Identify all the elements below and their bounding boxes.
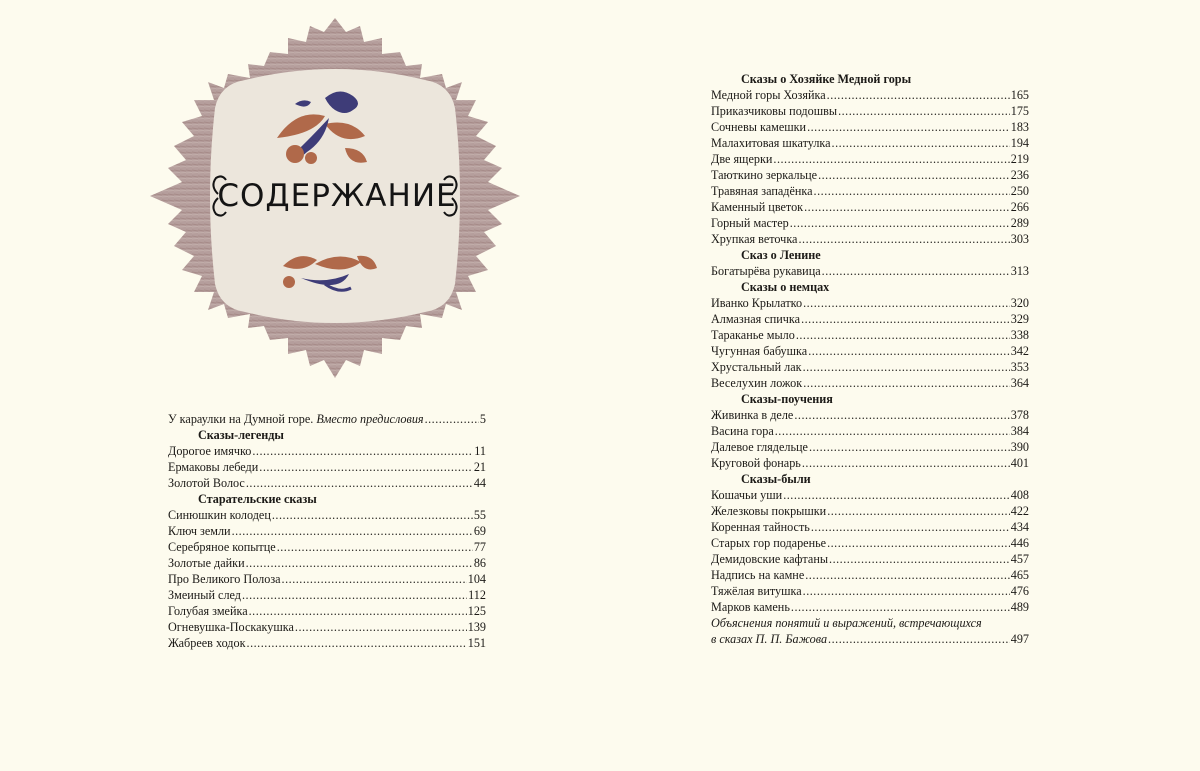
section-heading: Сказы-легенды <box>198 428 284 442</box>
dot-leader <box>801 311 1010 327</box>
entry-title: Синюшкин колодец <box>168 508 271 522</box>
entry-title: Травяная западёнка <box>711 184 813 198</box>
toc-entry[interactable] <box>168 587 486 603</box>
entry-title: Змеиный след <box>168 588 241 602</box>
entry-title: Демидовские кафтаны <box>711 552 829 566</box>
toc-entry[interactable] <box>711 359 1029 375</box>
page-title: СОДЕРЖАНИЕ <box>217 178 457 214</box>
entry-page: 364 <box>1010 376 1029 390</box>
section-heading: Сказы о немцах <box>741 280 830 294</box>
toc-entry[interactable] <box>711 375 1029 391</box>
toc-entry[interactable] <box>168 603 486 619</box>
entry-title: Хрустальный лак <box>711 360 802 374</box>
dot-leader <box>827 535 1010 551</box>
entry-page: 21 <box>473 460 486 474</box>
toc-entry[interactable] <box>711 231 1029 247</box>
dot-leader <box>803 359 1010 375</box>
dot-leader <box>838 103 1010 119</box>
toc-entry[interactable] <box>711 103 1029 119</box>
section-heading: Сказ о Ленине <box>741 248 821 262</box>
entry-page: 289 <box>1010 216 1029 230</box>
toc-entry[interactable] <box>711 199 1029 215</box>
dot-leader <box>804 199 1010 215</box>
dot-leader <box>232 523 473 539</box>
entry-title: в сказах П. П. Бажова <box>711 632 828 646</box>
glossary-entry-line1[interactable]: Объяснения понятий и выражений, встречающихся <box>711 616 982 630</box>
entry-page: 165 <box>1010 88 1029 102</box>
toc-entry[interactable] <box>711 439 1029 455</box>
dot-leader <box>798 231 1009 247</box>
toc-entry[interactable] <box>168 507 486 523</box>
entry-title: Серебряное копытце <box>168 540 276 554</box>
toc-entry[interactable] <box>168 635 486 651</box>
entry-page: 69 <box>473 524 486 538</box>
toc-entry[interactable] <box>711 503 1029 519</box>
entry-title: Коренная тайность <box>711 520 810 534</box>
dot-leader <box>252 443 473 459</box>
dot-leader <box>832 135 1010 151</box>
entry-title: Каменный цветок <box>711 200 804 214</box>
entry-page: 446 <box>1010 536 1029 550</box>
entry-page: 465 <box>1010 568 1029 582</box>
toc-entry[interactable] <box>711 119 1029 135</box>
toc-entry[interactable] <box>711 87 1029 103</box>
dot-leader <box>803 295 1010 311</box>
toc-entry[interactable] <box>711 455 1029 471</box>
dot-leader <box>282 571 467 587</box>
dot-leader <box>775 423 1010 439</box>
dot-leader <box>295 619 467 635</box>
entry-page: 86 <box>473 556 486 570</box>
entry-title: Ключ земли <box>168 524 231 538</box>
entry-page: 320 <box>1010 296 1029 310</box>
section-heading: Сказы-поучения <box>741 392 833 406</box>
section-heading: Сказы-были <box>741 472 811 486</box>
dot-leader <box>802 455 1010 471</box>
dot-leader <box>247 635 467 651</box>
entry-title: Медной горы Хозяйка <box>711 88 826 102</box>
toc-entry[interactable] <box>711 487 1029 503</box>
toc-entry[interactable] <box>711 583 1029 599</box>
entry-title: Ермаковы лебеди <box>168 460 259 474</box>
entry-page: 313 <box>1010 264 1029 278</box>
toc-entry[interactable] <box>711 551 1029 567</box>
toc-entry[interactable] <box>711 343 1029 359</box>
entry-title: Веселухин ложок <box>711 376 803 390</box>
entry-page: 353 <box>1010 360 1029 374</box>
dot-leader <box>818 167 1010 183</box>
toc-entry[interactable] <box>711 135 1029 151</box>
entry-title: Золотые дайки <box>168 556 245 570</box>
toc-entry[interactable] <box>711 519 1029 535</box>
toc-entry-intro[interactable] <box>168 411 486 427</box>
entry-title: Золотой Волос <box>168 476 245 490</box>
entry-page: 125 <box>467 604 486 618</box>
entry-title: Марков камень <box>711 600 790 614</box>
entry-page: 434 <box>1010 520 1029 534</box>
toc-entry[interactable] <box>168 459 486 475</box>
dot-leader <box>822 263 1010 279</box>
toc-entry[interactable] <box>711 215 1029 231</box>
entry-page: 266 <box>1010 200 1029 214</box>
entry-title: Малахитовая шкатулка <box>711 136 831 150</box>
entry-title: Горный мастер <box>711 216 789 230</box>
entry-title: Хрупкая веточка <box>711 232 798 246</box>
dot-leader <box>803 375 1010 391</box>
entry-title: Огневушка-Поскакушка <box>168 620 294 634</box>
entry-title: Голубая змейка <box>168 604 248 618</box>
dot-leader <box>242 587 467 603</box>
entry-page: 384 <box>1010 424 1029 438</box>
toc-entry[interactable] <box>711 599 1029 615</box>
entry-title: Две ящерки <box>711 152 773 166</box>
dot-leader <box>796 327 1010 343</box>
toc-entry[interactable] <box>711 183 1029 199</box>
entry-page: 303 <box>1010 232 1029 246</box>
entry-page: 55 <box>473 508 486 522</box>
entry-page: 11 <box>474 444 486 458</box>
entry-title: Васина гора <box>711 424 774 438</box>
dot-leader <box>790 215 1010 231</box>
entry-title: Старых гор подаренье <box>711 536 827 550</box>
entry-page: 250 <box>1010 184 1029 198</box>
dot-leader <box>794 407 1009 423</box>
toc-entry[interactable] <box>711 167 1029 183</box>
entry-page: 183 <box>1010 120 1029 134</box>
dot-leader <box>246 475 473 491</box>
toc-entry[interactable] <box>168 555 486 571</box>
entry-page: 422 <box>1010 504 1029 518</box>
entry-page: 329 <box>1010 312 1029 326</box>
section-heading: Сказы о Хозяйке Медной горы <box>741 72 912 86</box>
entry-title: Чугунная бабушка <box>711 344 808 358</box>
entry-page: 378 <box>1010 408 1029 422</box>
dot-leader <box>249 603 467 619</box>
entry-page: 476 <box>1010 584 1029 598</box>
dot-leader <box>827 87 1010 103</box>
entry-subtitle: Вместо предисловия <box>316 412 424 426</box>
toc-entry[interactable] <box>711 407 1029 423</box>
entry-title: Далевое глядельце <box>711 440 808 454</box>
dot-leader <box>791 599 1010 615</box>
toc-entry[interactable] <box>711 263 1029 279</box>
entry-page: 236 <box>1010 168 1029 182</box>
dot-leader <box>803 583 1010 599</box>
dot-leader <box>827 503 1010 519</box>
entry-page: 497 <box>1010 632 1029 646</box>
right-page <box>600 0 1200 771</box>
dot-leader <box>814 183 1010 199</box>
toc-entry[interactable] <box>711 295 1029 311</box>
entry-page: 151 <box>467 636 486 650</box>
entry-title: Железковы покрышки <box>711 504 827 518</box>
entry-title: Круговой фонарь <box>711 456 801 470</box>
dot-leader <box>808 343 1010 359</box>
entry-page: 5 <box>479 412 486 426</box>
entry-title: Жабреев ходок <box>168 636 246 650</box>
toc-right-column <box>711 71 1029 647</box>
entry-page: 77 <box>473 540 486 554</box>
section-heading: Старательские сказы <box>198 492 317 506</box>
dot-leader <box>828 631 1010 647</box>
entry-title: Таюткино зеркальце <box>711 168 818 182</box>
dot-leader <box>807 119 1010 135</box>
entry-page: 489 <box>1010 600 1029 614</box>
entry-title: Кошачьи уши <box>711 488 783 502</box>
entry-title: Богатырёва рукавица <box>711 264 821 278</box>
entry-title: У караулки на Думной горе. <box>168 412 314 426</box>
entry-page: 194 <box>1010 136 1029 150</box>
toc-entry[interactable] <box>168 619 486 635</box>
dot-leader <box>805 567 1009 583</box>
entry-page: 408 <box>1010 488 1029 502</box>
entry-title: Алмазная спичка <box>711 312 801 326</box>
entry-title: Надпись на камне <box>711 568 805 582</box>
toc-entry[interactable] <box>711 567 1029 583</box>
dot-leader <box>783 487 1010 503</box>
toc-entry[interactable] <box>711 311 1029 327</box>
dot-leader <box>811 519 1010 535</box>
entry-page: 104 <box>467 572 486 586</box>
entry-page: 457 <box>1010 552 1029 566</box>
entry-title: Тараканье мыло <box>711 328 795 342</box>
toc-entry[interactable] <box>711 151 1029 167</box>
entry-title: Тяжёлая витушка <box>711 584 802 598</box>
dot-leader <box>773 151 1009 167</box>
dot-leader <box>272 507 473 523</box>
toc-entry[interactable] <box>168 475 486 491</box>
entry-title: Живинка в деле <box>711 408 794 422</box>
toc-entry[interactable] <box>711 423 1029 439</box>
toc-entry[interactable] <box>168 571 486 587</box>
glossary-entry[interactable] <box>711 631 1029 647</box>
entry-page: 342 <box>1010 344 1029 358</box>
entry-page: 338 <box>1010 328 1029 342</box>
dot-leader <box>809 439 1010 455</box>
entry-page: 219 <box>1010 152 1029 166</box>
toc-left-column <box>168 411 486 651</box>
toc-entry[interactable] <box>168 443 486 459</box>
toc-entry[interactable] <box>711 535 1029 551</box>
dot-leader <box>246 555 473 571</box>
entry-page: 175 <box>1010 104 1029 118</box>
entry-title: Сочневы камешки <box>711 120 807 134</box>
dot-leader <box>259 459 473 475</box>
dot-leader <box>829 551 1010 567</box>
entry-page: 44 <box>473 476 486 490</box>
entry-title: Приказчиковы подошвы <box>711 104 838 118</box>
entry-page: 390 <box>1010 440 1029 454</box>
toc-entry[interactable] <box>168 523 486 539</box>
toc-entry[interactable] <box>168 539 486 555</box>
entry-page: 112 <box>468 588 486 602</box>
entry-title: Про Великого Полоза <box>168 572 281 586</box>
entry-title: Иванко Крылатко <box>711 296 803 310</box>
entry-page: 401 <box>1010 456 1029 470</box>
toc-entry[interactable] <box>711 327 1029 343</box>
dot-leader <box>277 539 473 555</box>
entry-title: Дорогое имячко <box>168 444 252 458</box>
dot-leader <box>425 411 479 427</box>
entry-page: 139 <box>467 620 486 634</box>
